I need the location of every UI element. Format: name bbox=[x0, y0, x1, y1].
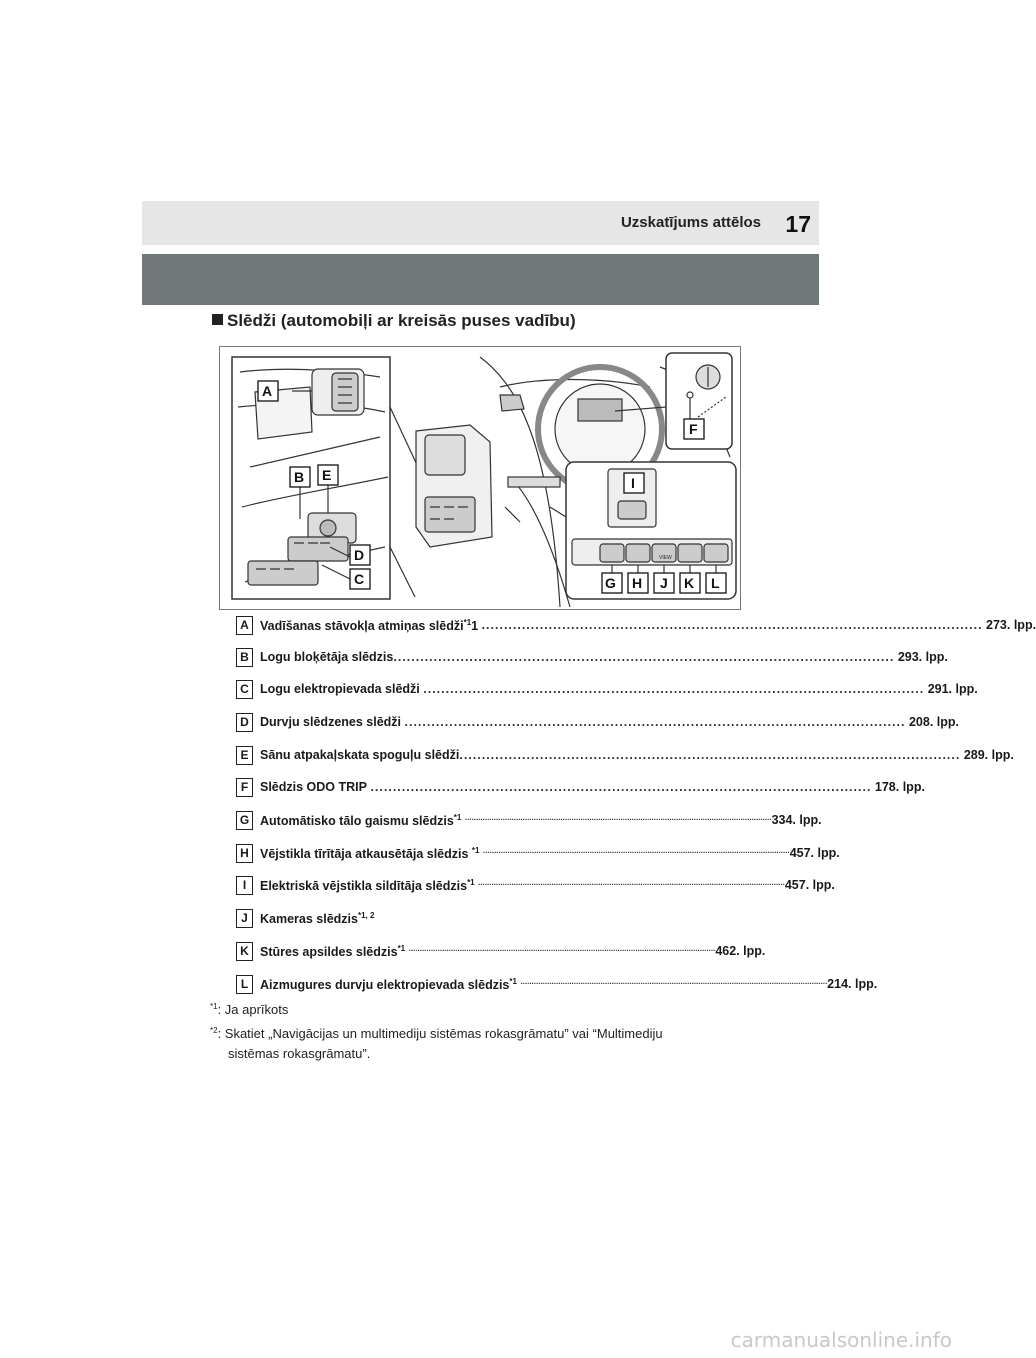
list-item: H Vējstikla tīrītāja atkausētāja slēdzis $^{*1}$ .......................................................................................................................................... 457. lpp. bbox=[236, 844, 726, 868]
list-item: B Logu bloķētāja slēdzis ................................................................................................................ 293. lpp. bbox=[236, 648, 726, 672]
item-key: H bbox=[236, 844, 253, 863]
item-key: E bbox=[236, 746, 253, 765]
list-item: C Logu elektropievada slēdži ................................................................................................................ 291. lpp. bbox=[236, 680, 726, 704]
list-item: G Automātisko tālo gaismu slēdzis$^{*1}$ .......................................................................................................................................... 334. lpp. bbox=[236, 811, 726, 835]
item-key: I bbox=[236, 876, 253, 895]
item-key: C bbox=[236, 680, 253, 699]
page-number: 17 bbox=[785, 211, 811, 237]
callout-f: F bbox=[689, 421, 698, 437]
callout-k: K bbox=[684, 575, 695, 591]
item-key: J bbox=[236, 909, 253, 928]
callout-a: A bbox=[262, 383, 273, 399]
list-item: A Vadīšanas stāvokļa atmiņas slēdži$^{*1}$1 ................................................................................................................ 273. lpp. bbox=[236, 616, 726, 640]
switches-illustration bbox=[219, 346, 741, 610]
callout-b: B bbox=[294, 469, 305, 485]
item-key: G bbox=[236, 811, 253, 830]
car-interior-drawing bbox=[220, 347, 740, 609]
header-title: Uzskatījums attēlos bbox=[620, 214, 761, 231]
callout-g: G bbox=[605, 575, 616, 591]
footnote-2: $^{*2}$: Skatiet „Navigācijas un multimediju sistēmas rokasgrāmatu” vai “Multimediju bbox=[210, 1026, 663, 1041]
list-item: L Aizmugures durvju elektropievada slēdzis$^{*1}$ .......................................................................................................................................... 214. lpp. bbox=[236, 975, 726, 999]
chapter-band bbox=[142, 254, 819, 305]
item-key: F bbox=[236, 778, 253, 797]
watermark: carmanualsonline.info bbox=[730, 1328, 952, 1352]
item-key: B bbox=[236, 648, 253, 667]
callout-h: H bbox=[632, 575, 643, 591]
callout-c: C bbox=[354, 571, 365, 587]
item-key: A bbox=[236, 616, 253, 635]
callout-l: L bbox=[711, 575, 720, 591]
callout-d: D bbox=[354, 547, 365, 563]
item-key: L bbox=[236, 975, 253, 994]
list-item: F Slēdzis ODO TRIP ................................................................................................................ 178. lpp. bbox=[236, 778, 726, 802]
list-item: J Kameras slēdzis$^{*1, 2}$ bbox=[236, 909, 726, 933]
callout-j: J bbox=[660, 575, 668, 591]
list-item: D Durvju slēdzenes slēdži ................................................................................................................ 208. lpp. bbox=[236, 713, 726, 737]
callout-i: I bbox=[631, 475, 635, 491]
view-button-text: VIEW bbox=[659, 555, 672, 561]
section-title: Slēdži (automobiļi ar kreisās puses vadību) bbox=[212, 311, 576, 331]
list-item: E Sānu atpakaļskata spoguļu slēdži ................................................................................................................ 289. lpp. bbox=[236, 746, 726, 770]
list-item: K Stūres apsildes slēdzis$^{*1}$ .......................................................................................................................................... 462. lpp. bbox=[236, 942, 726, 966]
footnote-2-continued: sistēmas rokasgrāmatu”. bbox=[228, 1046, 371, 1061]
list-item: I Elektriskā vējstikla sildītāja slēdzis$^{*1}$ .......................................................................................................................................... 457. lpp. bbox=[236, 876, 726, 900]
footnote-1: $^{*1}$: Ja aprīkots bbox=[210, 1002, 289, 1017]
square-bullet-icon bbox=[212, 314, 223, 325]
page-header bbox=[142, 201, 819, 245]
callout-e: E bbox=[322, 467, 332, 483]
item-key: D bbox=[236, 713, 253, 732]
item-key: K bbox=[236, 942, 253, 961]
